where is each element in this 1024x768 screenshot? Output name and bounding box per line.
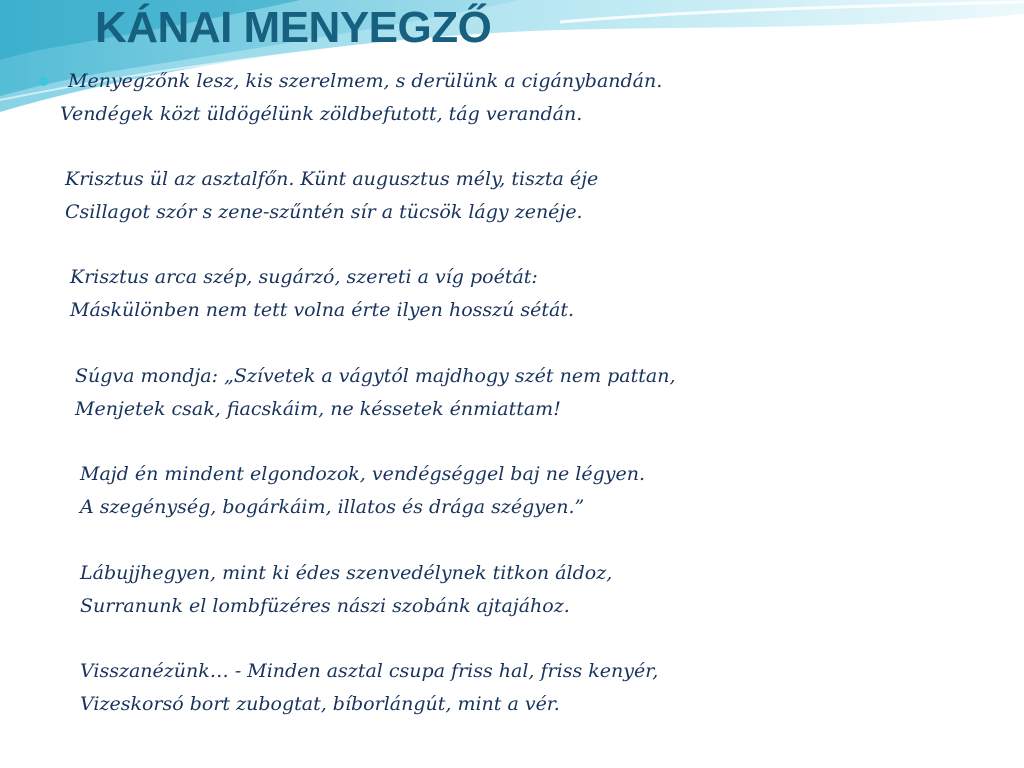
poem-line: Visszanézünk… - Minden asztal csupa friss hal, friss kenyér, bbox=[80, 660, 659, 682]
poem-line: Máskülönben nem tett volna érte ilyen hosszú sétát. bbox=[70, 299, 575, 321]
poem-line: Surranunk el lombfüzéres nászi szobánk ajtajához. bbox=[80, 595, 570, 617]
poem-line: Csillagot szór s zene-szűntén sír a tücsök lágy zenéje. bbox=[65, 201, 583, 223]
poem-line: Lábujjhegyen, mint ki édes szenvedélynek titkon áldoz, bbox=[80, 562, 613, 584]
poem-line: Súgva mondja: „Szívetek a vágytól majdhogy szét nem pattan, bbox=[75, 365, 676, 387]
slide-title: KÁNAI MENYEGZŐ bbox=[95, 3, 492, 52]
poem-line: Vendégek közt üldögélünk zöldbefutott, tág verandán. bbox=[60, 103, 583, 125]
poem-line: A szegénység, bogárkáim, illatos és drága szégyen.” bbox=[80, 496, 585, 518]
poem-line: Krisztus ül az asztalfőn. Künt augusztus mély, tiszta éje bbox=[65, 168, 599, 190]
poem-line: Majd én mindent elgondozok, vendégséggel baj ne légyen. bbox=[80, 463, 645, 485]
bullet-icon bbox=[39, 77, 48, 86]
poem-line: Menyegzőnk lesz, kis szerelmem, s derülünk a cigánybandán. bbox=[68, 70, 663, 92]
poem-line: Menjetek csak, fiacskáim, ne késsetek énmiattam! bbox=[75, 398, 561, 420]
poem-line: Vizeskorsó bort zubogtat, bíborlángút, mint a vér. bbox=[80, 693, 560, 715]
poem-line: Krisztus arca szép, sugárzó, szereti a víg poétát: bbox=[70, 266, 538, 288]
